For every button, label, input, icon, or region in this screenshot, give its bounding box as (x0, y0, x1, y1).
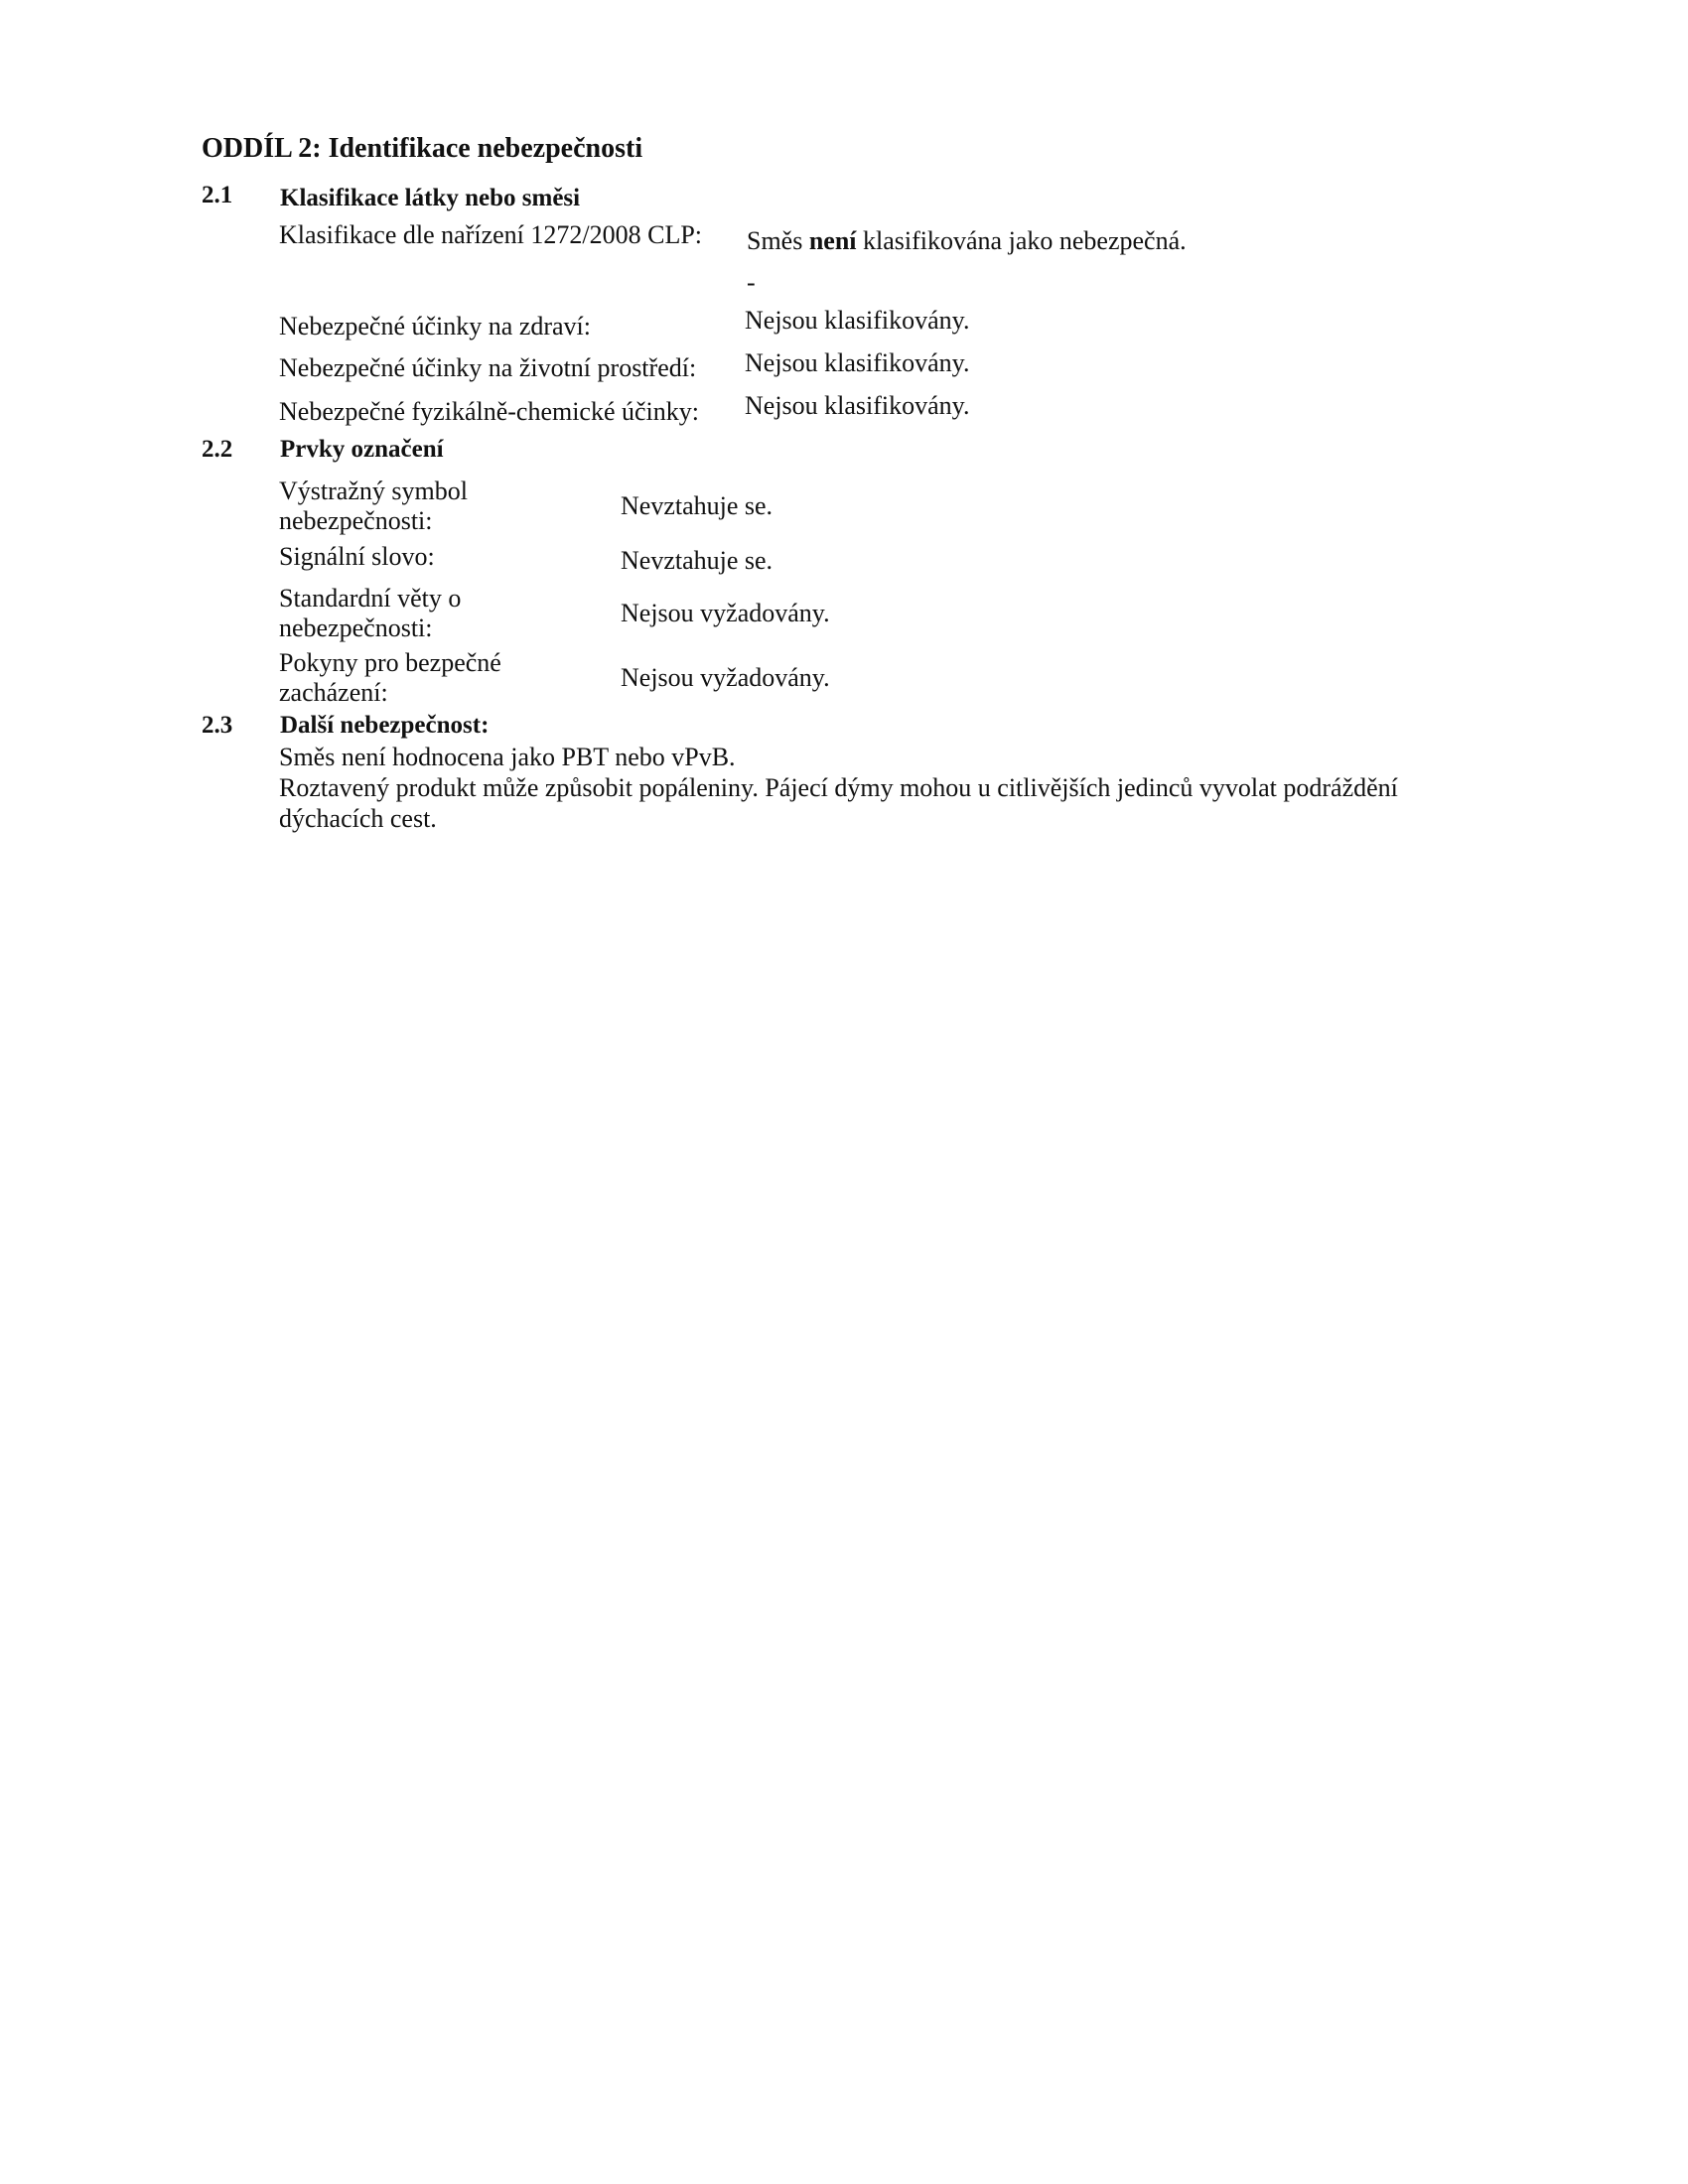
classification-value-prefix: Směs (747, 226, 803, 255)
row-label: Nebezpečné fyzikálně-chemické účinky: (279, 397, 699, 426)
row-value: Nevztahuje se. (621, 491, 774, 520)
row-label-line1: Pokyny pro bezpečné (279, 648, 501, 677)
section-number-2-3: 2.3 (202, 712, 233, 739)
row-label-line2: nebezpečnosti: (279, 506, 433, 535)
section-number-2-2: 2.2 (202, 436, 233, 463)
row-label-line2: nebezpečnosti: (279, 614, 433, 642)
row-value: Nejsou vyžadovány. (621, 599, 830, 627)
row-value: Nejsou klasifikovány. (745, 348, 970, 377)
paragraph-line: Směs není hodnocena jako PBT nebo vPvB. (279, 743, 736, 771)
section-heading-2-2: Prvky označení (280, 436, 444, 463)
row-label-line1: Standardní věty o (279, 584, 462, 613)
row-value: Nevztahuje se. (621, 546, 774, 575)
section-heading-2-3: Další nebezpečnost: (280, 712, 490, 739)
classification-value-suffix: klasifikována jako nebezpečná. (863, 226, 1187, 255)
classification-label: Klasifikace dle nařízení 1272/2008 CLP: (279, 220, 703, 249)
paragraph-line: dýchacích cest. (279, 804, 437, 833)
row-value: Nejsou vyžadovány. (621, 663, 830, 692)
paragraph-line: Roztavený produkt může způsobit popáleniny. Pájecí dýmy mohou u citlivějších jedinců vyvolat podráždění (279, 773, 1398, 802)
row-label-line1: Signální slovo: (279, 542, 435, 571)
row-value: Nejsou klasifikovány. (745, 306, 970, 335)
row-label: Nebezpečné účinky na životní prostředí: (279, 353, 697, 382)
classification-dash: - (747, 268, 756, 297)
classification-value-bold: není (808, 226, 857, 255)
row-label-line1: Výstražný symbol (279, 477, 468, 505)
section-number-2-1: 2.1 (202, 182, 233, 208)
section-title: ODDÍL 2: Identifikace nebezpečnosti (202, 133, 643, 164)
row-label: Nebezpečné účinky na zdraví: (279, 312, 592, 341)
classification-value (747, 228, 1187, 254)
row-label-line2: zacházení: (279, 678, 388, 707)
row-value: Nejsou klasifikovány. (745, 391, 970, 420)
section-heading-2-1: Klasifikace látky nebo směsi (280, 185, 581, 211)
